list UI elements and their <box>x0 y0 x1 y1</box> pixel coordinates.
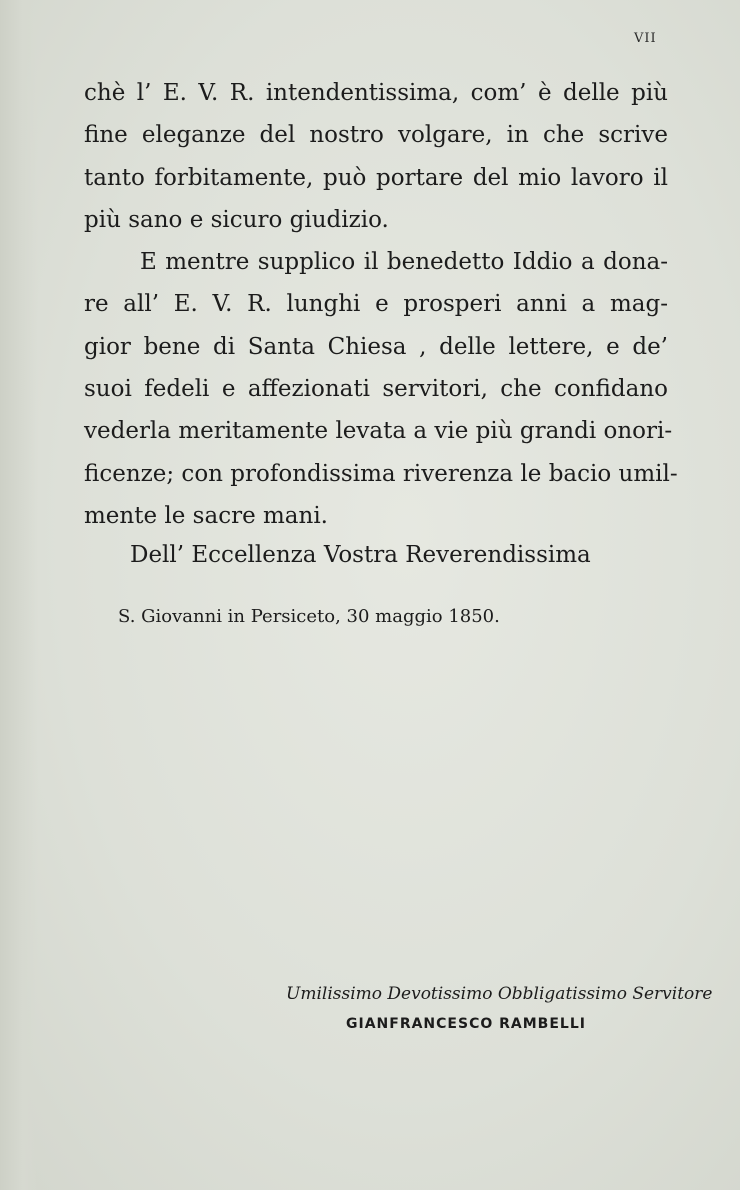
place-and-date: S. Giovanni in Persiceto, 30 maggio 1850. <box>118 606 500 627</box>
text-line: tanto forbitamente, può portare del mio lavoro il <box>84 164 668 191</box>
text-line: suoi fedeli e affezionati servitori, che confidano <box>84 376 668 403</box>
text-line: più sano e sicuro giudizio. <box>84 206 389 233</box>
closing-salutation: Dell’ Eccellenza Vostra Reverendissima <box>130 542 591 568</box>
sign-off: Umilissimo Devotissimo Obbligatissimo Servitore <box>286 984 713 1004</box>
text-line: gior bene di Santa Chiesa , delle lettere, e de’ <box>84 333 668 360</box>
text-line: chè l’ E. V. R. intendentissima, com’ è delle più <box>84 80 668 106</box>
text-line: vederla meritamente levata a vie più grandi onori- <box>84 418 673 445</box>
page-edge-shadow <box>0 0 38 1190</box>
text-line: fine eleganze del nostro volgare, in che scrive <box>84 122 668 149</box>
text-line: E mentre supplico il benedetto Iddio a dona- <box>140 249 668 276</box>
letter-body <box>84 72 678 537</box>
page-number: VII <box>634 31 657 46</box>
text-line: re all’ E. V. R. lunghi e prosperi anni a mag- <box>84 291 668 318</box>
text-line: mente le sacre mani. <box>84 502 328 529</box>
text-line: ficenze; con profondissima riverenza le bacio umil- <box>84 460 678 487</box>
author-signature: GIANFRANCESCO RAMBELLI <box>346 1016 586 1032</box>
